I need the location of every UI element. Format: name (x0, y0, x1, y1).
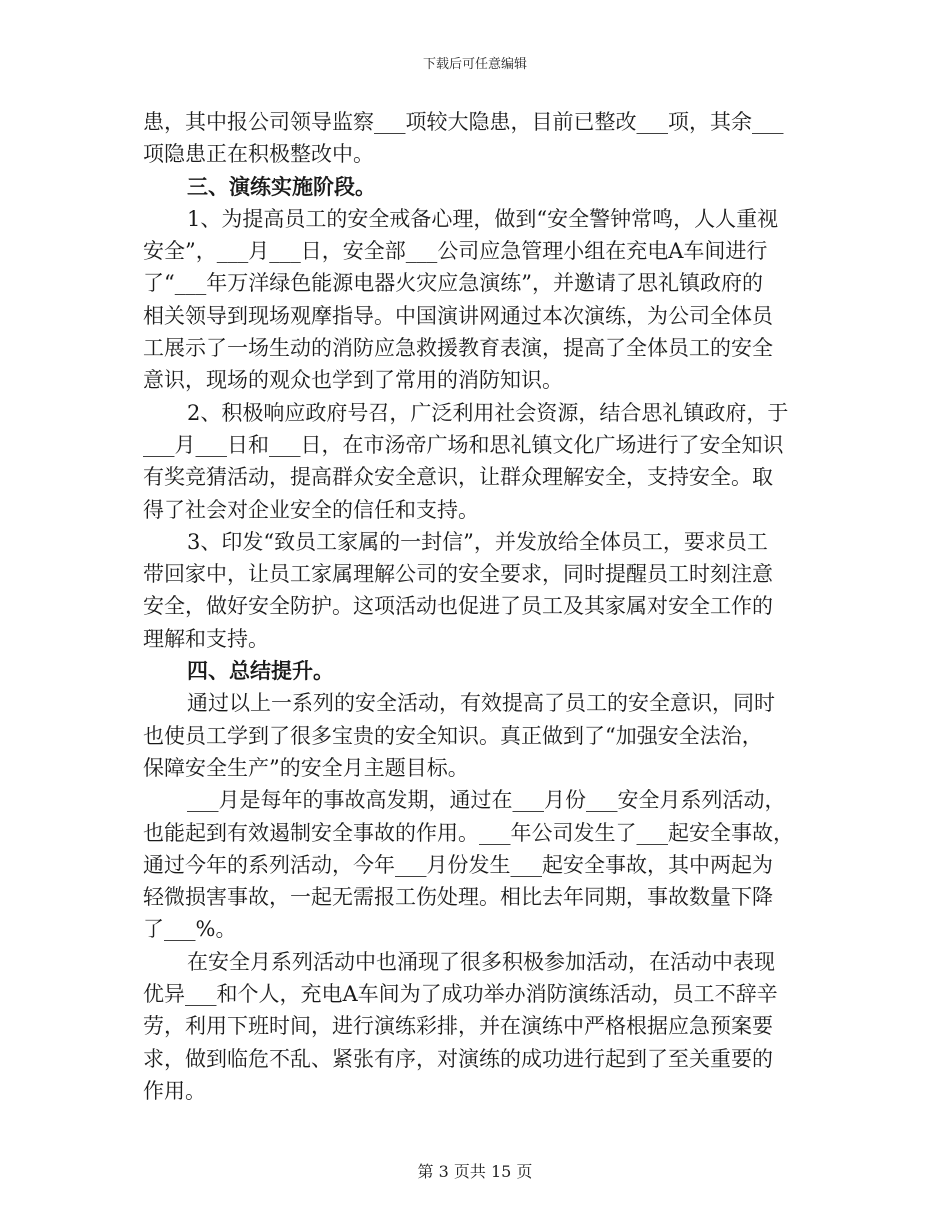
text-line: 劳，利用下班时间，进行演练彩排，并在演练中严格根据应急预案要 (143, 1014, 773, 1039)
text-line: 了“___年万洋绿色能源电器火灾应急演练”，并邀请了思礼镇政府的 (143, 271, 763, 296)
text-line: ___月是每年的事故高发期，通过在___月份___安全月系列活动， (187, 788, 786, 813)
text-line: 作用。 (143, 1078, 206, 1103)
text-line: 带回家中，让员工家属理解公司的安全要求，同时提醒员工时刻注意 (143, 562, 773, 587)
text-line: 优异___和个人，充电A车间为了成功举办消防演练活动，员工不辞辛 (143, 982, 778, 1007)
text-line: 了___%。 (143, 917, 237, 942)
text-line: 有奖竞猜活动，提高群众安全意识，让群众理解安全，支持安全。取 (143, 465, 773, 490)
document-body (143, 106, 808, 1107)
text-line: 工展示了一场生动的消防应急救援教育表演，提高了全体员工的安全 (143, 336, 773, 361)
text-line: 安全，做好安全防护。这项活动也促进了员工及其家属对安全工作的 (143, 594, 773, 619)
text-line: 意识，现场的观众也学到了常用的消防知识。 (143, 368, 563, 393)
text-line: 安全”，___月___日，安全部___公司应急管理小组在充电A车间进行 (143, 239, 768, 264)
text-line: 保障安全生产”的安全月主题目标。 (143, 755, 469, 780)
text-line: 项隐患正在积极整改中。 (143, 142, 374, 167)
text-line: 也能起到有效遏制安全事故的作用。___年公司发生了___起安全事故， (143, 820, 794, 845)
section-heading: 四、总结提升。 (187, 659, 334, 684)
text-line: 通过今年的系列活动，今年___月份发生___起安全事故，其中两起为 (143, 852, 773, 877)
section-heading: 三、演练实施阶段。 (187, 174, 376, 199)
text-line: 2、积极响应政府号召，广泛利用社会资源，结合思礼镇政府，于 (187, 400, 789, 425)
text-line: 1、为提高员工的安全戒备心理，做到“安全警钟常鸣，人人重视 (187, 206, 779, 231)
text-line: 也使员工学到了很多宝贵的安全知识。真正做到了“加强安全法治， (143, 723, 763, 748)
text-line: 相关领导到现场观摩指导。中国演讲网通过本次演练，为公司全体员 (143, 303, 773, 328)
text-line: ___月___日和___日，在市汤帝广场和思礼镇文化广场进行了安全知识 (143, 432, 784, 457)
page-footer: 第 3 页共 15 页 (417, 1162, 533, 1181)
text-line: 轻微损害事故，一起无需报工伤处理。相比去年同期，事故数量下降 (143, 885, 773, 910)
text-line: 理解和支持。 (143, 626, 269, 651)
text-line: 通过以上一系列的安全活动，有效提高了员工的安全意识，同时 (187, 691, 775, 716)
text-line: 3、印发“致员工家属的一封信”，并发放给全体员工，要求员工 (187, 529, 768, 554)
text-line: 求，做到临危不乱、紧张有序，对演练的成功进行起到了至关重要的 (143, 1046, 773, 1071)
text-line: 得了社会对企业安全的信任和支持。 (143, 497, 479, 522)
page-header: 下载后可任意编辑 (422, 57, 527, 72)
text-line: 在安全月系列活动中也涌现了很多积极参加活动，在活动中表现 (187, 949, 775, 974)
text-line: 患，其中报公司领导监察___项较大隐患，目前已整改___项，其余___ (143, 110, 784, 134)
